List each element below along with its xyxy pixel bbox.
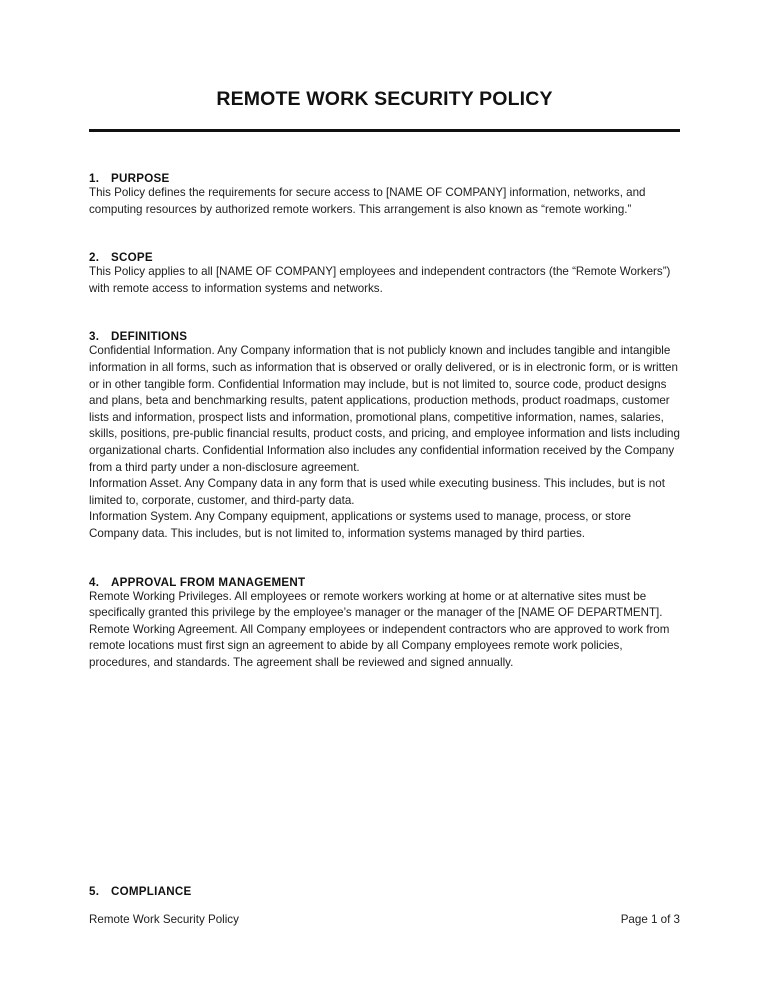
section-heading-purpose xyxy=(89,172,680,185)
section-number: 3. xyxy=(89,330,100,344)
section-title: APPROVAL FROM MANAGEMENT xyxy=(111,575,306,589)
section-number: 2. xyxy=(89,251,100,265)
footer-page-number: Page 1 of 3 xyxy=(620,913,680,926)
section-paragraph: This Policy applies to all [NAME OF COMPANY] employees and independent contractors (the “Remote Workers”) with remote access to information systems and networks. xyxy=(89,265,671,295)
section-paragraph: This Policy defines the requirements for secure access to [NAME OF COMPANY] information, networks, and computing resources by authorized remote workers. This arrangement is also known as “remote working.” xyxy=(89,186,646,216)
section-title: SCOPE xyxy=(111,251,153,265)
page-footer xyxy=(89,913,680,926)
section-paragraph: Information Asset. Any Company data in any form that is used while executing business. This includes, but is not limited to, corporate, customer, and third-party data. xyxy=(89,477,665,507)
section-heading-compliance xyxy=(89,885,191,898)
title-divider xyxy=(89,129,680,132)
page-title: REMOTE WORK SECURITY POLICY xyxy=(216,88,553,110)
section-heading-approval-from-management xyxy=(89,576,680,589)
section-paragraph: Information System. Any Company equipment, applications or systems used to manage, process, or store Company data. This includes, but is not limited to, information systems managed by third parties. xyxy=(89,510,631,540)
section-paragraph: Confidential Information. Any Company information that is not publicly known and includes tangible and intangible information in all forms, such as information that is observed or orally delivered, or is in electronic form, or is written or in other tangible form. Confidential Information may include, but is not limited to, source code, product designs and plans, beta and benchmarking results, patent applications, production methods, product roadmaps, customer lists and information, prospect lists and information, promotional plans, competitive information, names, salaries, skills, positions, pre-public financial results, product costs, and pricing, and employee information and lists including organizational charts. Confidential Information also includes any confidential information received by the Company from a third party under a non-disclosure agreement. xyxy=(89,344,680,474)
section-paragraph: Remote Working Agreement. All Company employees or independent contractors who are approved to work from remote locations must first sign an agreement to abide by all Company employees remote work policies, procedures, and standards. The agreement shall be reviewed and signed annually. xyxy=(89,622,670,669)
section-title: PURPOSE xyxy=(111,172,170,185)
footer-document-name: Remote Work Security Policy xyxy=(89,913,239,926)
section-title: DEFINITIONS xyxy=(111,330,188,344)
section-title: COMPLIANCE xyxy=(111,885,192,898)
section-paragraph: Remote Working Privileges. All employees or remote workers working at home or at alternative sites must be specifically granted this privilege by the employee’s manager or the manager of the [NAME OF DEPARTMENT]. xyxy=(89,589,663,620)
section-heading-scope xyxy=(89,251,680,264)
section-number: 5. xyxy=(89,885,100,898)
section-number: 4. xyxy=(89,575,100,589)
section-heading-definitions xyxy=(89,330,680,343)
section-number: 1. xyxy=(89,172,100,185)
